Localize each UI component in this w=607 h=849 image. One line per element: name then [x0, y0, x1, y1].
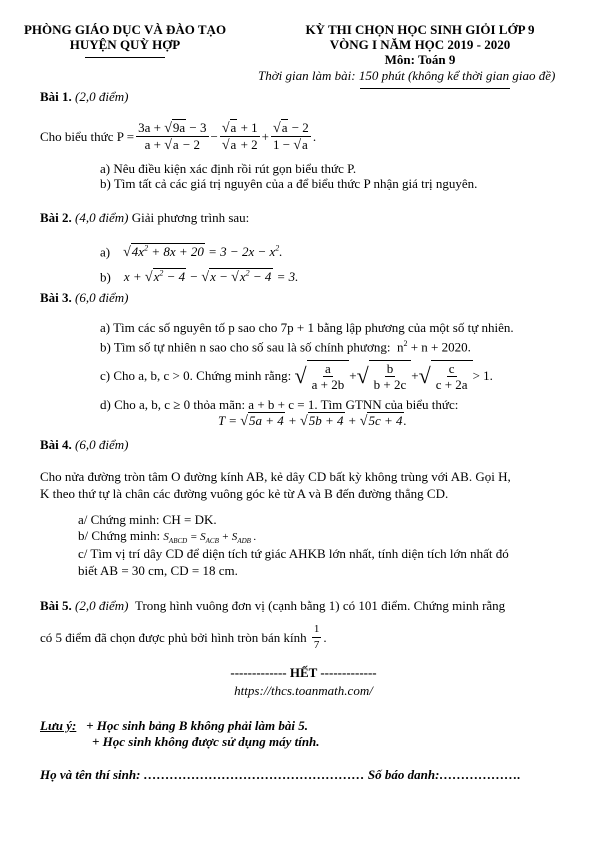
subject: Môn: Toán 9 — [384, 52, 456, 67]
note-line1: Lưu ý: + Học sinh bảng B không phải làm bài 5. — [40, 718, 309, 733]
end-marker: ------------- HẾT ------------- — [230, 665, 377, 680]
bai4-a: a/ Chứng minh: CH = DK. — [78, 512, 217, 527]
header-underline-right — [360, 88, 510, 89]
bai2-b: b) $x + √x^2 - 4 - √x - √x^2 - 4 = 3$. — [100, 269, 299, 286]
district-name: HUYỆN QUỲ HỢP — [69, 37, 181, 52]
source-url: https://thcs.toanmath.com/ — [234, 683, 373, 698]
bai1-heading: Bài 1. (2,0 điểm) — [40, 89, 129, 104]
exam-title: KỲ THI CHỌN HỌC SINH GIỎI LỚP 9 — [305, 22, 535, 37]
exam-round: VÒNG I NĂM HỌC 2019 - 2020 — [329, 37, 511, 52]
bai1-b: b) Tìm tất cả các giá trị nguyên của a để biểu thức P nhận giá trị nguyên. — [100, 176, 478, 191]
bai2-heading: Bài 2. (4,0 điểm) Giải phương trình sau: — [40, 210, 250, 225]
bai5-line2: có 5 điểm đã chọn được phủ bởi hình tròn bán kính $\frac{1}{7}$ . — [40, 623, 327, 651]
header-underline-left — [85, 57, 165, 58]
bai4-line1: Cho nửa đường tròn tâm O đường kính AB, kẻ dây CD bất kỳ không trùng với AB. Gọi H, — [40, 469, 511, 484]
bai4-c2: biết AB = 30 cm, CD = 18 cm. — [78, 563, 238, 578]
bai1-a: a) Nêu điều kiện xác định rồi rút gọn biểu thức P. — [100, 161, 357, 176]
bai5-line1: Bài 5. (2,0 điểm) Trong hình vuông đơn vị (cạnh bằng 1) có 101 điểm. Chứng minh rằng — [40, 598, 506, 613]
time-limit: Thời gian làm bài: 150 phút (không kể thời gian giao đề) — [258, 68, 556, 83]
bai3-c: c) Cho a, b, c > 0. Chứng minh rằng: √ $\frac{a}{a + 2b}$ + √ $\frac{b}{b + 2c}$ + √ $\frac{c}{c + 2a}$ > 1. — [100, 361, 493, 392]
bai3-a: a) Tìm các số nguyên tố p sao cho 7p + 1 bằng lập phương của một số tự nhiên. — [100, 320, 514, 335]
bai4-heading: Bài 4. (6,0 điểm) — [40, 437, 129, 452]
bai3-b: b) Tìm số tự nhiên n sao cho số sau là số chính phương: $n^2 + n + 2020$. — [100, 339, 471, 355]
bai4-line2: K theo thứ tự là chân các đường vuông góc kẻ từ A và B đến đường thẳng CD. — [40, 486, 449, 501]
note-line2: + Học sinh không được sử dụng máy tính. — [92, 734, 320, 749]
dept-name: PHÒNG GIÁO DỤC VÀ ĐÀO TẠO — [23, 22, 227, 37]
bai4-b: b/ Chứng minh: $S_{ABCD} = S_{ACB} + S_{ADB}$ . — [78, 528, 257, 546]
bai3-heading: Bài 3. (6,0 điểm) — [40, 290, 129, 305]
bai3-d-expression: T = √5a + 4 + √5b + 4 + √5c + 4. — [218, 413, 407, 429]
candidate-info: Họ và tên thí sinh: …………………………………………… Số báo danh:………………. — [40, 767, 521, 782]
bai3-d: d) Cho a, b, c ≥ 0 thỏa mãn: a + b + c = 1. Tìm GTNN của biểu thức: — [100, 397, 459, 412]
bai2-a: a) $√4x^2 + 8x + 20 = 3 - 2x - x^2$. — [100, 244, 283, 261]
bai1-expression: Cho biểu thức P = $\frac{3a + √9a - 3}{a + √a - 2}$ − $\frac{√a + 1}{√a + 2}$ + $\frac{√a - 2}{1 - √a}$ . — [40, 120, 317, 153]
bai4-c1: c/ Tìm vị trí dây CD để diện tích tứ giác AHKB lớn nhất, tính diện tích lớn nhất đó — [78, 546, 509, 561]
